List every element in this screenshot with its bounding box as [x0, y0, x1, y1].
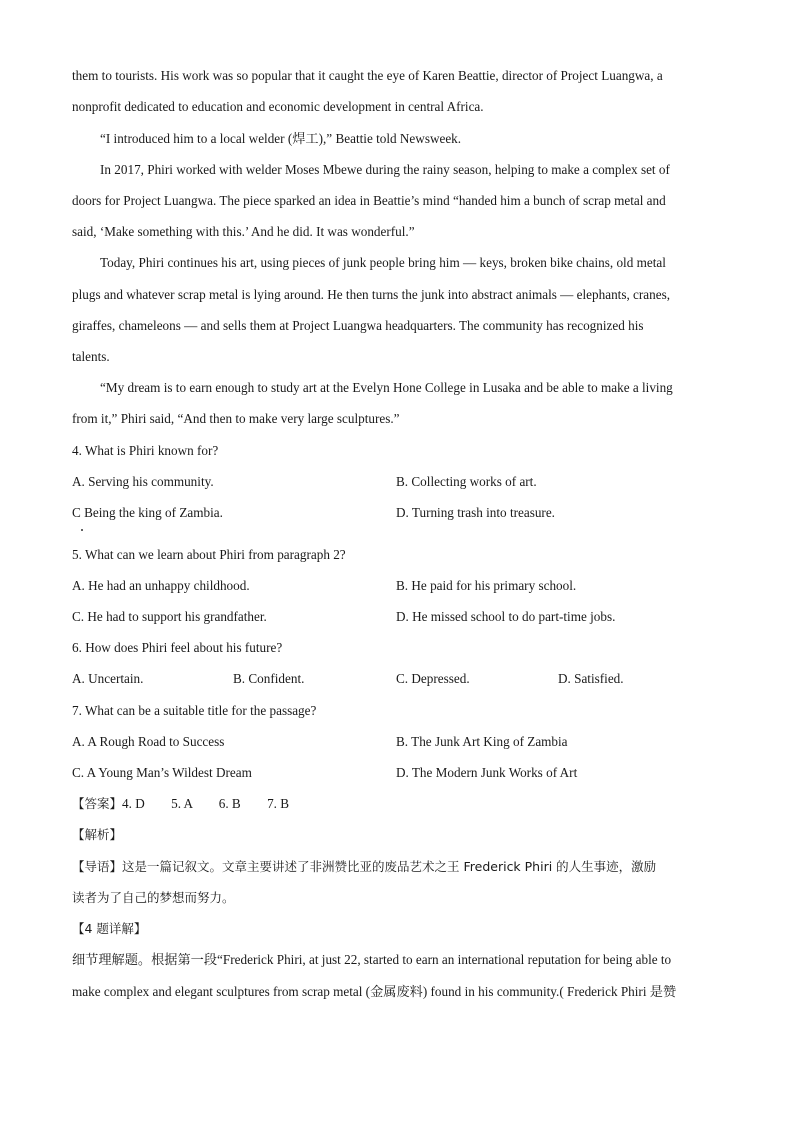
question-6-option-b: B. Confident.	[233, 671, 305, 686]
passage-line-3: “I introduced him to a local welder (焊工),” Beattie told Newsweek.	[100, 131, 462, 146]
question-4-option-b: B. Collecting works of art.	[396, 474, 537, 489]
stray-dot-mark	[81, 529, 83, 531]
question-5-stem: 5. What can we learn about Phiri from paragraph 2?	[72, 547, 346, 562]
question-4-option-d: D. Turning trash into treasure.	[396, 505, 555, 520]
passage-line-8: plugs and whatever scrap metal is lying around. He then turns the junk into abstract animals — elephants, cranes,	[72, 287, 671, 302]
passage-line-10: talents.	[72, 349, 110, 364]
question-7-stem: 7. What can be a suitable title for the passage?	[72, 703, 317, 718]
detail-4-line-1: 细节理解题。根据第一段“Frederick Phiri, at just 22, started to earn an international reputation for being able to	[72, 952, 672, 967]
answer-label: 【答案】	[72, 796, 123, 811]
question-6-option-c: C. Depressed.	[396, 671, 470, 686]
guide-text-1: 这是一篇记叙文。文章主要讲述了非洲赞比亚的废品艺术之王 Frederick Phiri 的人生事迹，激励	[122, 859, 657, 874]
answer-values: 4. D 5. A 6. B 7. B	[122, 796, 290, 811]
passage-line-2: nonprofit dedicated to education and economic development in central Africa.	[72, 99, 484, 114]
answer-line	[72, 795, 289, 813]
guide-line-2: 读者为了自己的梦想而努力。	[72, 890, 235, 905]
question-5-option-c: C. He had to support his grandfather.	[72, 609, 267, 624]
question-4-stem: 4. What is Phiri known for?	[72, 443, 219, 458]
guide-label: 【导语】	[72, 859, 123, 874]
question-7-option-a: A. A Rough Road to Success	[72, 734, 225, 749]
question-6-stem: 6. How does Phiri feel about his future?	[72, 640, 283, 655]
question-5-option-b: B. He paid for his primary school.	[396, 578, 577, 593]
analysis-label: 【解析】	[72, 827, 123, 842]
detail-4-line-2: make complex and elegant sculptures from scrap metal (金属废料) found in his community.( Frederick Phiri 是赞	[72, 984, 677, 999]
question-6-option-d: D. Satisfied.	[558, 671, 624, 686]
question-7-option-c: C. A Young Man’s Wildest Dream	[72, 765, 252, 780]
question-6-option-a: A. Uncertain.	[72, 671, 144, 686]
passage-line-1: them to tourists. His work was so popular that it caught the eye of Karen Beattie, director of Project Luangwa, a	[72, 68, 663, 83]
passage-line-4: In 2017, Phiri worked with welder Moses Mbewe during the rainy season, helping to make a complex set of	[100, 162, 670, 177]
question-4-option-a: A. Serving his community.	[72, 474, 214, 489]
passage-line-9: giraffes, chameleons — and sells them at Project Luangwa headquarters. The community has recognized his	[72, 318, 644, 333]
question-7-option-b: B. The Junk Art King of Zambia	[396, 734, 568, 749]
passage-line-7: Today, Phiri continues his art, using pieces of junk people bring him — keys, broken bike chains, old metal	[100, 255, 666, 270]
passage-line-5: doors for Project Luangwa. The piece sparked an idea in Beattie’s mind “handed him a bunch of scrap metal and	[72, 193, 666, 208]
passage-line-6: said, ‘Make something with this.’ And he did. It was wonderful.”	[72, 224, 415, 239]
question-4-option-c: C Being the king of Zambia.	[72, 505, 223, 520]
question-5-option-d: D. He missed school to do part-time jobs.	[396, 609, 616, 624]
passage-line-11: “My dream is to earn enough to study art at the Evelyn Hone College in Lusaka and be able to make a living	[100, 380, 673, 395]
guide-line-1	[72, 858, 656, 876]
detail-4-label: 【4 题详解】	[72, 921, 147, 936]
question-5-option-a: A. He had an unhappy childhood.	[72, 578, 250, 593]
question-7-option-d: D. The Modern Junk Works of Art	[396, 765, 578, 780]
passage-line-12: from it,” Phiri said, “And then to make very large sculptures.”	[72, 411, 400, 426]
